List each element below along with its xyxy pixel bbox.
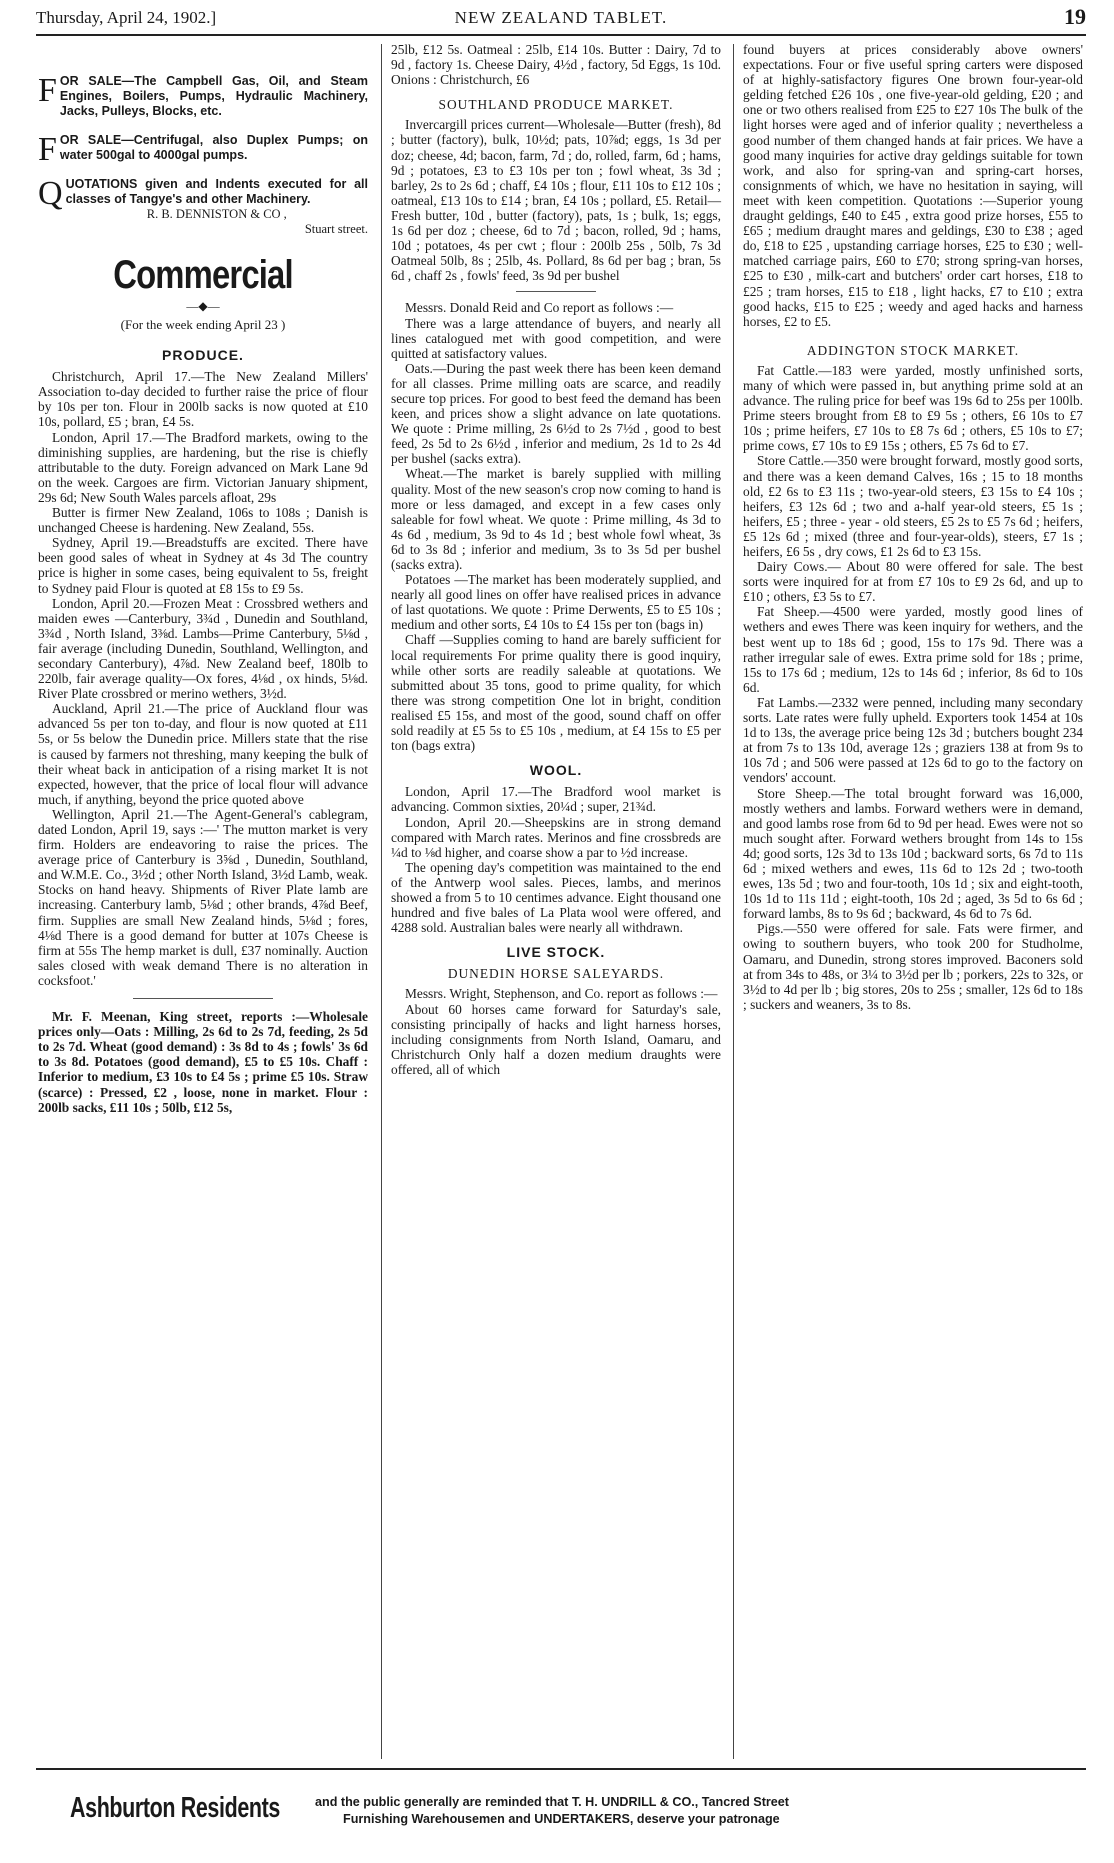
footer-line-2: Furnishing Warehousemen and UNDERTAKERS, deserve your patronage	[343, 1812, 780, 1826]
article-paragraph: Messrs. Donald Reid and Co report as follows :—	[405, 300, 674, 316]
article-paragraph: found buyers at prices considerably above owners' expectations. Four or five useful spring carters were disposed of at highly-satisfactory figures One brown four-year-old gelding fetched £26 10s , one five-year-old gelding, £20 ; and one or two others realised from £25 to £27 10s The bulk of the light horses were aged and of inferior quality ; nevertheless a good number of them changed hands at fair prices. We have a good many inquiries for active dray geldings suitable for town work, and also for spring-van and spring-cart horses, consignments of which, we have no hesitation in saying, will meet with keen competition. Quotations :—Superior young draught geldings, £40 to £45 , extra good prize horses, £55 to £65 ; medium draught mares and geldings, £30 to £38 ; aged do, £18 to £25 , upstanding carriage horses, £25 to £30 ; well-matched carriage pairs, £60 to £70; strong spring-van horses, £25 to £30 , milk-cart and butchers' order cart horses, £18 to £25 ; tram horses, £15 to £18 , light hacks, £7 to £10 ; extra good hacks, £15 to £25 ; weedy and aged hacks and harness horses, £2 to £5.	[743, 42, 1083, 329]
advertiser-name: R. B. DENNISTON & CO ,	[146, 207, 287, 221]
article-paragraph: Fat Lambs.—2332 were penned, including many secondary sorts. Late rates were fully upheld. Exporters took 1454 at 10s 1d to 13s, the average price being 12s 3d ; butchers bought 234 at from 7s to 13s 10d, average 12s ; graziers 138 at from 9s to 10s 7d ; and 506 were passed at 12s 6d to go to the factory on vendors' account.	[743, 694, 1083, 786]
article-paragraph: Wheat.—The market is barely supplied with milling quality. Most of the new season's crop now coming to hand is more or less damaged, and except in a few cases only saleable for fowl wheat. We quote : Prime milling, 4s 3d to 4s 6d , medium, 3s 9d to 4s 1d ; best whole fowl wheat, 3s 6d to 3s 8d ; inferior and medium, 3s to 3s 5d per bushel (sacks extra).	[391, 466, 721, 572]
section-subtitle: (For the week ending April 23 )	[120, 317, 286, 332]
article-paragraph: The opening day's competition was maintained to the end of the Antwerp wool sales. Pieces, lambs, and merinos showed a from 5 to 10 centimes advance. Eight thousand one hundred and five bales of La Plata wool were offered, and 4288 sold. Australian bales were nearly all withdrawn.	[391, 859, 721, 936]
horse-saleyards-heading: DUNEDIN HORSE SALEYARDS.	[447, 966, 665, 982]
short-rule	[133, 998, 273, 999]
article-paragraph: 25lb, £12 5s. Oatmeal : 25lb, £14 10s. Butter : Dairy, 7d to 9d , factory 1s. Cheese Dairy, 4½d , factory, 5d Eggs, 1s 10d. Onions : Christchurch, £6	[391, 42, 721, 88]
header-rule	[36, 34, 1086, 36]
article-paragraph: Messrs. Wright, Stephenson, and Co. report as follows :—	[405, 986, 718, 1002]
section-title: Commercial	[113, 253, 293, 297]
article-paragraph: Fat Sheep.—4500 were yarded, mostly good lines of wethers and ewes There was keen inquiry for wethers, and the best went up to 18s 6d ; good, 15s to 17s 9d. There was a rather irregular sale of ewes. Extra prime sold for 18s ; prime, 15s to 17s 6d ; medium, 12s to 14s 6d ; inferior, 8s 6d to 10s 6d.	[743, 604, 1083, 695]
article-paragraph: Chaff —Supplies coming to hand are barely sufficient for local requirements For prime quality there is good inquiry, while other sorts are readily saleable at quotations. We submitted about 35 tons, good to prime quality, for which there was strong competition One lot in bright, condition realised £5 15s, and most of the good, sound chaff on offer sold readily at £5 5s to £5 10s , medium, at £4 15s to £5 per ton (bags extra)	[391, 632, 721, 754]
advertisement	[38, 131, 368, 168]
drop-cap: F	[38, 72, 57, 109]
article-paragraph: London, April 20.—Frozen Meat : Crossbred wethers and maiden ewes —Canterbury, 3¾d , Dunedin and Southland, 3¾d , North Island, 3⅜d. Lambs—Prime Canterbury, 5⅛d , fair average (including Dunedin, Southland, Wellington, and secondary Canterbury), 4⅞d. New Zealand beef, 180lb to 220lb, fair average quality—Ox fores, 4⅛d , ox hinds, 5⅛d. River Plate crossbred or merino wethers, 3½d.	[38, 595, 368, 702]
article-paragraph: About 60 horses came forward for Saturday's sale, consisting principally of hacks and light harness horses, including consignments from North Island, Oamaru, and Christchurch Only half a dozen medium draughts were offered, all of which	[391, 1001, 721, 1077]
article-paragraph: Potatoes —The market has been moderately supplied, and nearly all good lines on offer have realised prices in advance of last quotations. We quote : Prime Derwents, £5 to £5 10s ; medium and other sorts, £4 10s to £4 15s per ton (bags in)	[391, 572, 721, 633]
article-paragraph: London, April 17.—The Bradford markets, owing to the diminishing supplies, are hardening, but the rise is chiefly attributable to the duty. Foreign advanced on Mark Lane 9d on the week. Cargoes are firm. Victorian January shipment, 29s 6d; New South Wales parcels afloat, 29s	[38, 429, 368, 505]
footer-headline: Ashburton Residents	[70, 1792, 280, 1824]
article-paragraph: Pigs.—550 were offered for sale. Fats were firmer, and owing to southern buyers, who took 200 for Studholme, Oamaru, and Dunedin, strong stores improved. Baconers sold at from 34s to 48s, or 3¼ to 3½d per lb ; porkers, 22s to 32s, or 3½d to 4d per lb ; big stores, 20s to 25s ; smaller, 12s 6d to 18s ; suckers and weaners, 3s to 8s.	[743, 921, 1083, 1012]
page-header	[36, 4, 1086, 30]
article-paragraph: Fat Cattle.—183 were yarded, mostly unfinished sorts, many of which were passed in, but anything prime sold at an advance. The ruling price for beef was 19s 6d to 25s per 100lb. Prime steers brought from £8 to £9 5s ; others, £6 10s to £7 10s ; prime heifers, £7 10s to £8 7s 6d ; others, £5 10s to £7; prime cows, £7 10s to £9 15s ; others, £5 7s 6d to £7.	[743, 362, 1083, 454]
page-number: 19	[1064, 4, 1086, 29]
article-paragraph: Sydney, April 19.—Breadstuffs are excited. There have been good sales of wheat in Sydney at 4s 3d The country price is higher in some cases, being equivalent to 5s, freight to Sydney paid Flour is quoted at £8 15s to £9 5s.	[38, 535, 368, 596]
issue-date: Thursday, April 24, 1902.]	[36, 8, 217, 27]
produce-heading: PRODUCE.	[162, 347, 244, 364]
drop-cap: F	[38, 131, 57, 168]
article-paragraph: There was a large attendance of buyers, and nearly all lines catalogued met with good competition, and were quitted at satisfactory values.	[391, 315, 721, 361]
ad-text: OR SALE—The Campbell Gas, Oil, and Steam Engines, Boilers, Pumps, Hydraulic Machinery, Jacks, Pulleys, Blocks, etc.	[59, 74, 368, 118]
article-paragraph: Auckland, April 21.—The price of Auckland flour was advanced 5s per ton to-day, and flour is now quoted at £11 5s, or 5s below the Dunedin price. Millers state that the rise is caused by farmers not threshing, many keeping the bulk of their wheat back in anticipation of a rising market It is not expected, however, that the price of local flour will advance much, if anything, beyond the price quoted above	[38, 701, 368, 807]
article-paragraph: Store Sheep.—The total brought forward was 16,000, mostly wethers and lambs. Forward wethers were in demand, and good lambs rose from 6d to 9d per head. Ewes were not so much sought after. Forward wethers brought from 14s to 15s 4d; good sorts, 12s 3d to 13s 10d ; backward sorts, 6s 7d to 11s 6d ; mixed wethers and ewes, 11s 6d to 12s 2d ; two-tooth ewes, 13s 5d ; two and four-tooth, 10s 1d ; six and eight-tooth, 10s 1d to 11s 11d ; eight-tooth, 10s 2d ; aged, 3s 5d to 6s 6d ; forward lambs, 8s to 9s 6d ; backward, 4s 6d to 7s 6d.	[743, 785, 1083, 922]
ad-text: UOTATIONS given and Indents executed for all classes of Tangye's and other Machinery.	[65, 177, 368, 206]
article-paragraph: Dairy Cows.— About 80 were offered for sale. The best sorts were inquired for at from £7 10s to £9 2s 6d, and up to £10 ; others, £3 5s to £7.	[743, 559, 1083, 605]
ornament-divider: —◆—	[186, 299, 220, 313]
livestock-heading: LIVE STOCK.	[506, 944, 606, 961]
footer-rule	[36, 1768, 1086, 1770]
article-paragraph: Butter is firmer New Zealand, 106s to 108s ; Danish is unchanged Cheese is hardening. New Zealand, 55s.	[38, 505, 368, 536]
publication-title: NEW ZEALAND TABLET.	[454, 8, 668, 27]
article-paragraph: London, April 20.—Sheepskins are in strong demand compared with March rates. Merinos and fine crossbreds are ¼d to ⅛d higher, and coarse show a par to ½d increase.	[391, 814, 721, 860]
article-paragraph: London, April 17.—The Bradford wool market is advancing. Common sixties, 20¼d ; super, 21¾d.	[391, 784, 721, 815]
addington-heading: ADDINGTON STOCK MARKET.	[806, 342, 1020, 358]
drop-cap: Q	[38, 175, 63, 212]
advertisement	[38, 74, 368, 119]
advertiser-address: Stuart street.	[304, 222, 368, 236]
southland-heading: SOUTHLAND PRODUCE MARKET.	[438, 97, 674, 113]
article-paragraph: Oats.—During the past week there has been keen demand for all classes. Prime milling oats are scarce, and readily secure top prices. For good to best feed the demand has been keen, and prices show a slight advance on late quotations. We quote : Prime milling, 2s 6½d to 2s 7½d , good to best feed, 2s 5d to 2s 6½d , inferior and medium, 2s 1d to 2s 4d per bushel (sacks extra).	[391, 360, 721, 467]
article-paragraph: Invercargill prices current—Wholesale—Butter (fresh), 8d ; butter (factory), bulk, 10½d; pats, 10⅞d; eggs, 1s 3d per doz; cheese, 4d; bacon, farm, 7d ; do, rolled, farm, 6d ; hams, 9d ; potatoes, £3 to £3 10s per ton ; fowl wheat, 3s 3d ; barley, 2s to 2s 6d ; chaff, £4 10s ; flour, £11 10s to £12 10s ; oatmeal, £13 10s to £14 ; bran, £4 10s ; pollard, £5. Retail—Fresh butter, 10d , butter (factory), pats, 1s ; bulk, 1s; eggs, 1s 6d per doz ; cheese, 6d to 7d ; bacon, rolled, 9d ; hams, 10d ; potatoes, 4s per cwt ; flour : 200lb 25s , 50lb, 7s 3d Oatmeal 50lb, 8s ; 25lb, 4s. Pollard, 8s 6d per bag ; bran, 5s 6d , chaff 2s , fowls' feed, 3s 9d per bushel	[391, 117, 721, 284]
article-paragraph: Wellington, April 21.—The Agent-General's cablegram, dated London, April 19, says :—' The mutton market is very firm. Holders are endeavoring to raise the prices. The average price of Canterbury is 3⅝d , Dunedin, Southland, and W.M.E. Co., 3½d ; other North Island, 3½d Lamb, weak. Stocks on hand heavy. Shipments of River Plate lamb are increasing. Canterbury lamb, 5⅛d ; other brands, 4⅞d Beef, firm. Supplies are small New Zealand hinds, 5⅛d ; fores, 4⅛d There is a good demand for butter at 107s Cheese is firm at 55s The hemp market is dull, £37 nominally. Auction sales closed with weak demand There is no alteration in cocksfoot.'	[38, 806, 368, 988]
column-divider	[733, 44, 734, 1759]
advertisement	[38, 177, 368, 237]
meenan-report: Mr. F. Meenan, King street, reports :—Wholesale prices only—Oats : Milling, 2s 6d to 2s 7d, feeding, 2s 5d to 2s 7d. Wheat (good demand) : 3s 8d to 4s ; fowls' 3s 6d to 3s 8d. Potatoes (good demand), £5 to £5 10s. Chaff : Inferior to medium, £3 10s to £4 5s ; prime £5 10s. Straw (scarce) : Pressed, £2 , loose, none in market. Flour : 200lb sacks, £11 10s ; 50lb, £12 5s,	[38, 1009, 368, 1115]
footer-text	[315, 1794, 1035, 1828]
column-divider	[381, 44, 382, 1759]
column-2	[391, 42, 721, 1077]
short-rule	[516, 291, 596, 292]
wool-heading: WOOL.	[529, 762, 583, 779]
column-3	[743, 42, 1083, 1012]
footer-line-1: and the public generally are reminded that T. H. UNDRILL & CO., Tancred Street	[315, 1795, 789, 1809]
column-1	[38, 74, 368, 1115]
article-paragraph: Christchurch, April 17.—The New Zealand Millers' Association to-day decided to further raise the price of flour by 10s per ton. Flour in 200lb sacks is now quoted at £10 10s, pollard, £5 ; bran, £4 5s.	[38, 369, 368, 430]
footer-advertisement	[70, 1790, 1060, 1840]
ad-text: OR SALE—Centrifugal, also Duplex Pumps; on water 500gal to 4000gal pumps.	[59, 133, 368, 162]
article-paragraph: Store Cattle.—350 were brought forward, mostly good sorts, and there was a keen demand Calves, 16s ; 15 to 18 months old, £2 6s to £3 11s ; two-year-old steers, £3 15s to £4 10s ; heifers, £3 12s 6d ; two and a-half year-old steers, £5 1s ; heifers, £5 ; three - year - old steers, £5 2s to £5 7s 6d ; heifers, £5 12s 6d ; mixed (three and four-year-olds), steers, £7 1s ; heifers, £6 5s , dry cows, £1 2s 6d to £3 15s.	[743, 453, 1083, 559]
